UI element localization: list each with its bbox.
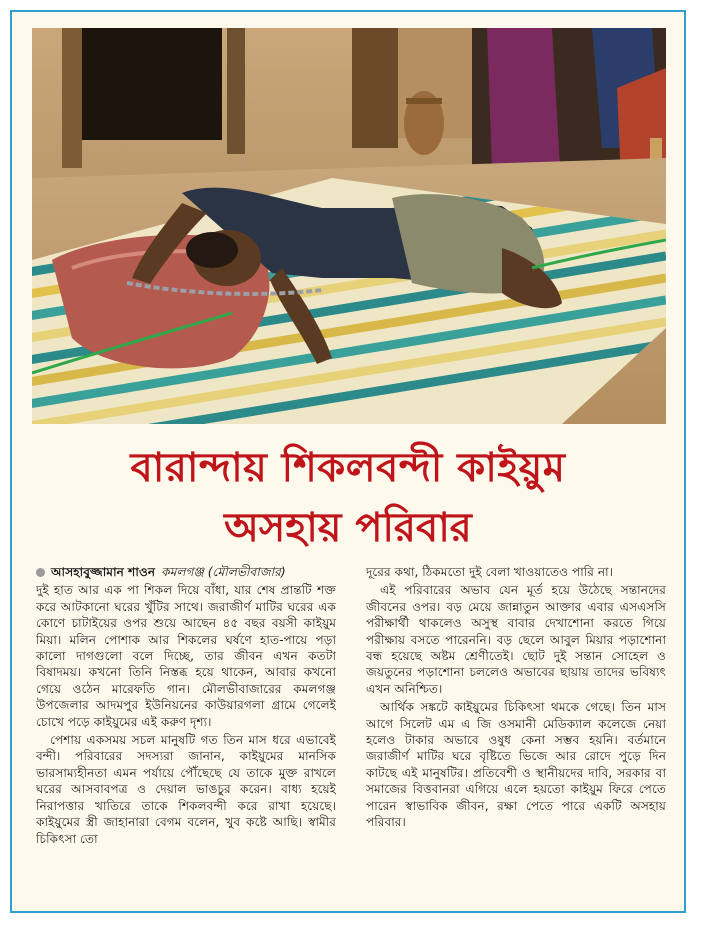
paragraph: পেশায় একসময় সচল মানুষটি গত তিন মাস ধরে এভাবেই বন্দী। পরিবারের সদস্যরা জানান, কাইয়ুমের মানসিক ভারসাম্যহীনতা এমন পর্যায়ে পৌঁছেছে যে তাকে মুক্ত রাখলে ঘরের আসবাবপত্র ও দেয়াল ভাঙচুর করেন। বাধ্য হয়েই নিরাপত্তার খাতিরে তাকে শিকলবন্দী করে রাখা হয়েছে। কাইয়ুমের স্ত্রী জাহানারা বেগম বলেন, খুব কষ্টে আছি। স্বামীর চিকিৎসা তো [36, 733, 336, 846]
newspaper-clipping [10, 10, 686, 913]
bullet-icon [36, 568, 45, 577]
headline-line-1: বারান্দায় শিকলবন্দী কাইয়ুম [130, 445, 566, 491]
paragraph: দূরের কথা, ঠিকমতো দুই বেলা খাওয়াতেও পারি না। [366, 565, 614, 579]
article-column-right [366, 564, 666, 904]
paragraph: এই পরিবারের অভাব যেন মূর্ত হয়ে উঠেছে সন্তানদের জীবনের ওপর। বড় মেয়ে জান্নাতুন আক্তার এবার এসএসসি পরীক্ষার্থী থাকলেও অসুস্থ বাবার দেখাশোনা করতে গিয়ে পরীক্ষায় বসতে পারেননি। বড় ছেলে আবুল মিয়ার পড়াশোনা বন্ধ হয়েছে অষ্টম শ্রেণীতেই। ছোট দুই সন্তান সোহেল ও জয়তুনের পড়াশোনা চললেও অভাবের ছায়ায় তাদের ভবিষ্যৎ এখন অনিশ্চিত। [366, 583, 666, 696]
byline [36, 564, 336, 580]
news-photo [32, 28, 666, 424]
article-column-left [36, 564, 336, 904]
headline-line-2: অসহায় পরিবার [224, 505, 472, 551]
article-body [36, 564, 666, 904]
byline-author: আসহাবুজ্জামান শাওন [51, 565, 156, 579]
paragraph: দুই হাত আর এক পা শিকল দিয়ে বাঁধা, যার শেষ প্রান্তটি শক্ত করে আটকানো ঘরের খুঁটির সাথে। জরাজীর্ণ মাটির ঘরের এক কোণে চাটাইয়ের ওপর শুয়ে আছেন ৪৫ বছর বয়সী কাইয়ুম মিয়া। মলিন পোশাক আর শিকলের ঘর্ষণে হাত-পায়ে পড়া কালো দাগগুলো বলে দিচ্ছে, তার জীবন এখন কতটা বিষাদময়। কখনো তিনি নিস্তব্ধ হয়ে থাকেন, আবার কখনো গেয়ে ওঠেন মারেফতি গান। মৌলভীবাজারের কমলগঞ্জ উপজেলার আদমপুর ইউনিয়নের কাউয়ারগলা গ্রামে গেলেই চোখে পড়ে কাইয়ুমের এই করুণ দৃশ্য। [36, 583, 336, 729]
paragraph: আর্থিক সঙ্কটে কাইয়ুমের চিকিৎসা থমকে গেছে। তিন মাস আগে সিলেট এম এ জি ওসমানী মেডিক্যাল কলেজে নেয়া হলেও টাকার অভাবে ওষুধ কেনা সম্ভব হয়নি। বর্তমানে জরাজীর্ণ মাটির ঘরে বৃষ্টিতে ভিজে আর রোদে পুড়ে দিন কাটছে এই মানুষটির। প্রতিবেশী ও স্থানীয়দের দাবি, সরকার বা সমাজের বিত্তবানরা এগিয়ে এলে হয়তো কাইয়ুম ফিরে পেতে পারেন স্বাভাবিক জীবন, রক্ষা পেতে পারে একটি অসহায় পরিবার। [366, 700, 666, 830]
byline-place: কমলগঞ্জ (মৌলভীবাজার) [161, 565, 286, 579]
